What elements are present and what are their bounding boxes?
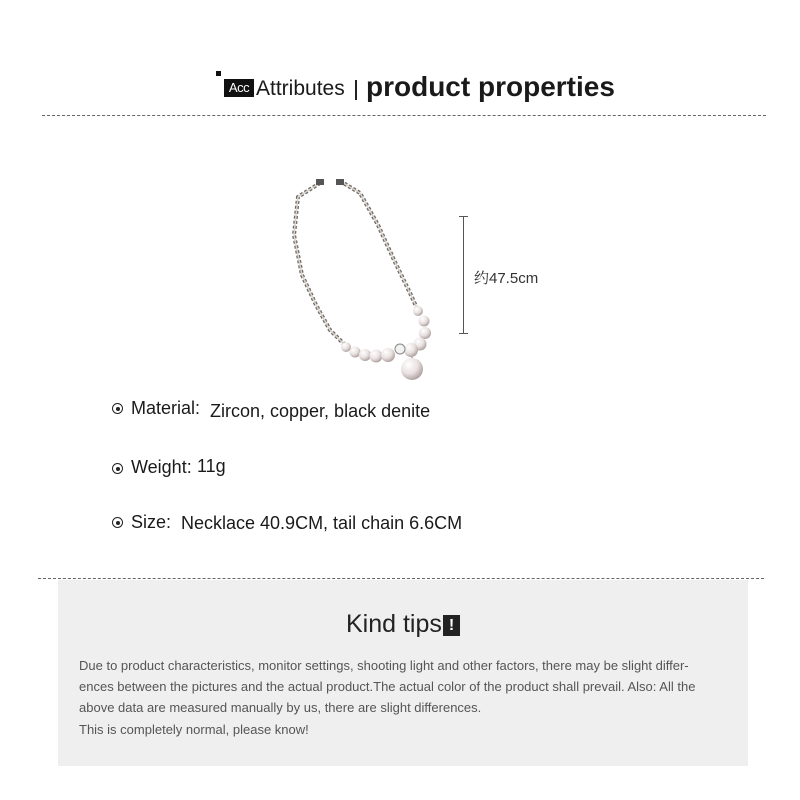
tips-text-line: Due to product characteristics, monitor settings, shooting light and other factors, there may be slight differ- bbox=[79, 658, 689, 673]
kind-tips-title: Kind tips bbox=[346, 610, 442, 638]
necklace-illustration bbox=[270, 175, 450, 385]
dimension-line bbox=[463, 216, 464, 334]
pearl-necklace-image bbox=[270, 175, 450, 385]
bullet-target-icon bbox=[112, 517, 123, 528]
tips-text-line: above data are measured manually by us, there are slight differences. bbox=[79, 700, 482, 715]
weight-label: Weight: bbox=[131, 457, 192, 477]
bottom-dashed-divider bbox=[38, 578, 764, 579]
dimension-cap-bottom bbox=[459, 333, 468, 334]
exclamation-icon: ! bbox=[443, 615, 460, 636]
header-divider bbox=[355, 80, 357, 100]
header-dot-decoration bbox=[216, 71, 221, 76]
kind-tips-panel bbox=[58, 580, 748, 766]
header-badge: Acc bbox=[224, 79, 254, 97]
material-label: Material: bbox=[131, 398, 201, 418]
bullet-target-icon bbox=[112, 463, 123, 474]
material-value: Zircon, copper, black denite bbox=[210, 401, 431, 421]
size-value: Necklace 40.9CM, tail chain 6.6CM bbox=[181, 513, 463, 533]
page-title: product properties bbox=[366, 71, 615, 102]
tips-text-line: ences between the pictures and the actual product.The actual color of the product shall prevail. Also: All the bbox=[79, 679, 696, 694]
bullet-target-icon bbox=[112, 403, 123, 414]
header-attributes-label: Attributes bbox=[256, 77, 345, 100]
size-label: Size: bbox=[131, 512, 172, 532]
dimension-label: 约47.5cm bbox=[474, 270, 539, 287]
weight-value: 11g bbox=[197, 456, 226, 476]
tips-text-line: This is completely normal, please know! bbox=[79, 722, 309, 737]
top-dashed-divider bbox=[42, 115, 766, 116]
